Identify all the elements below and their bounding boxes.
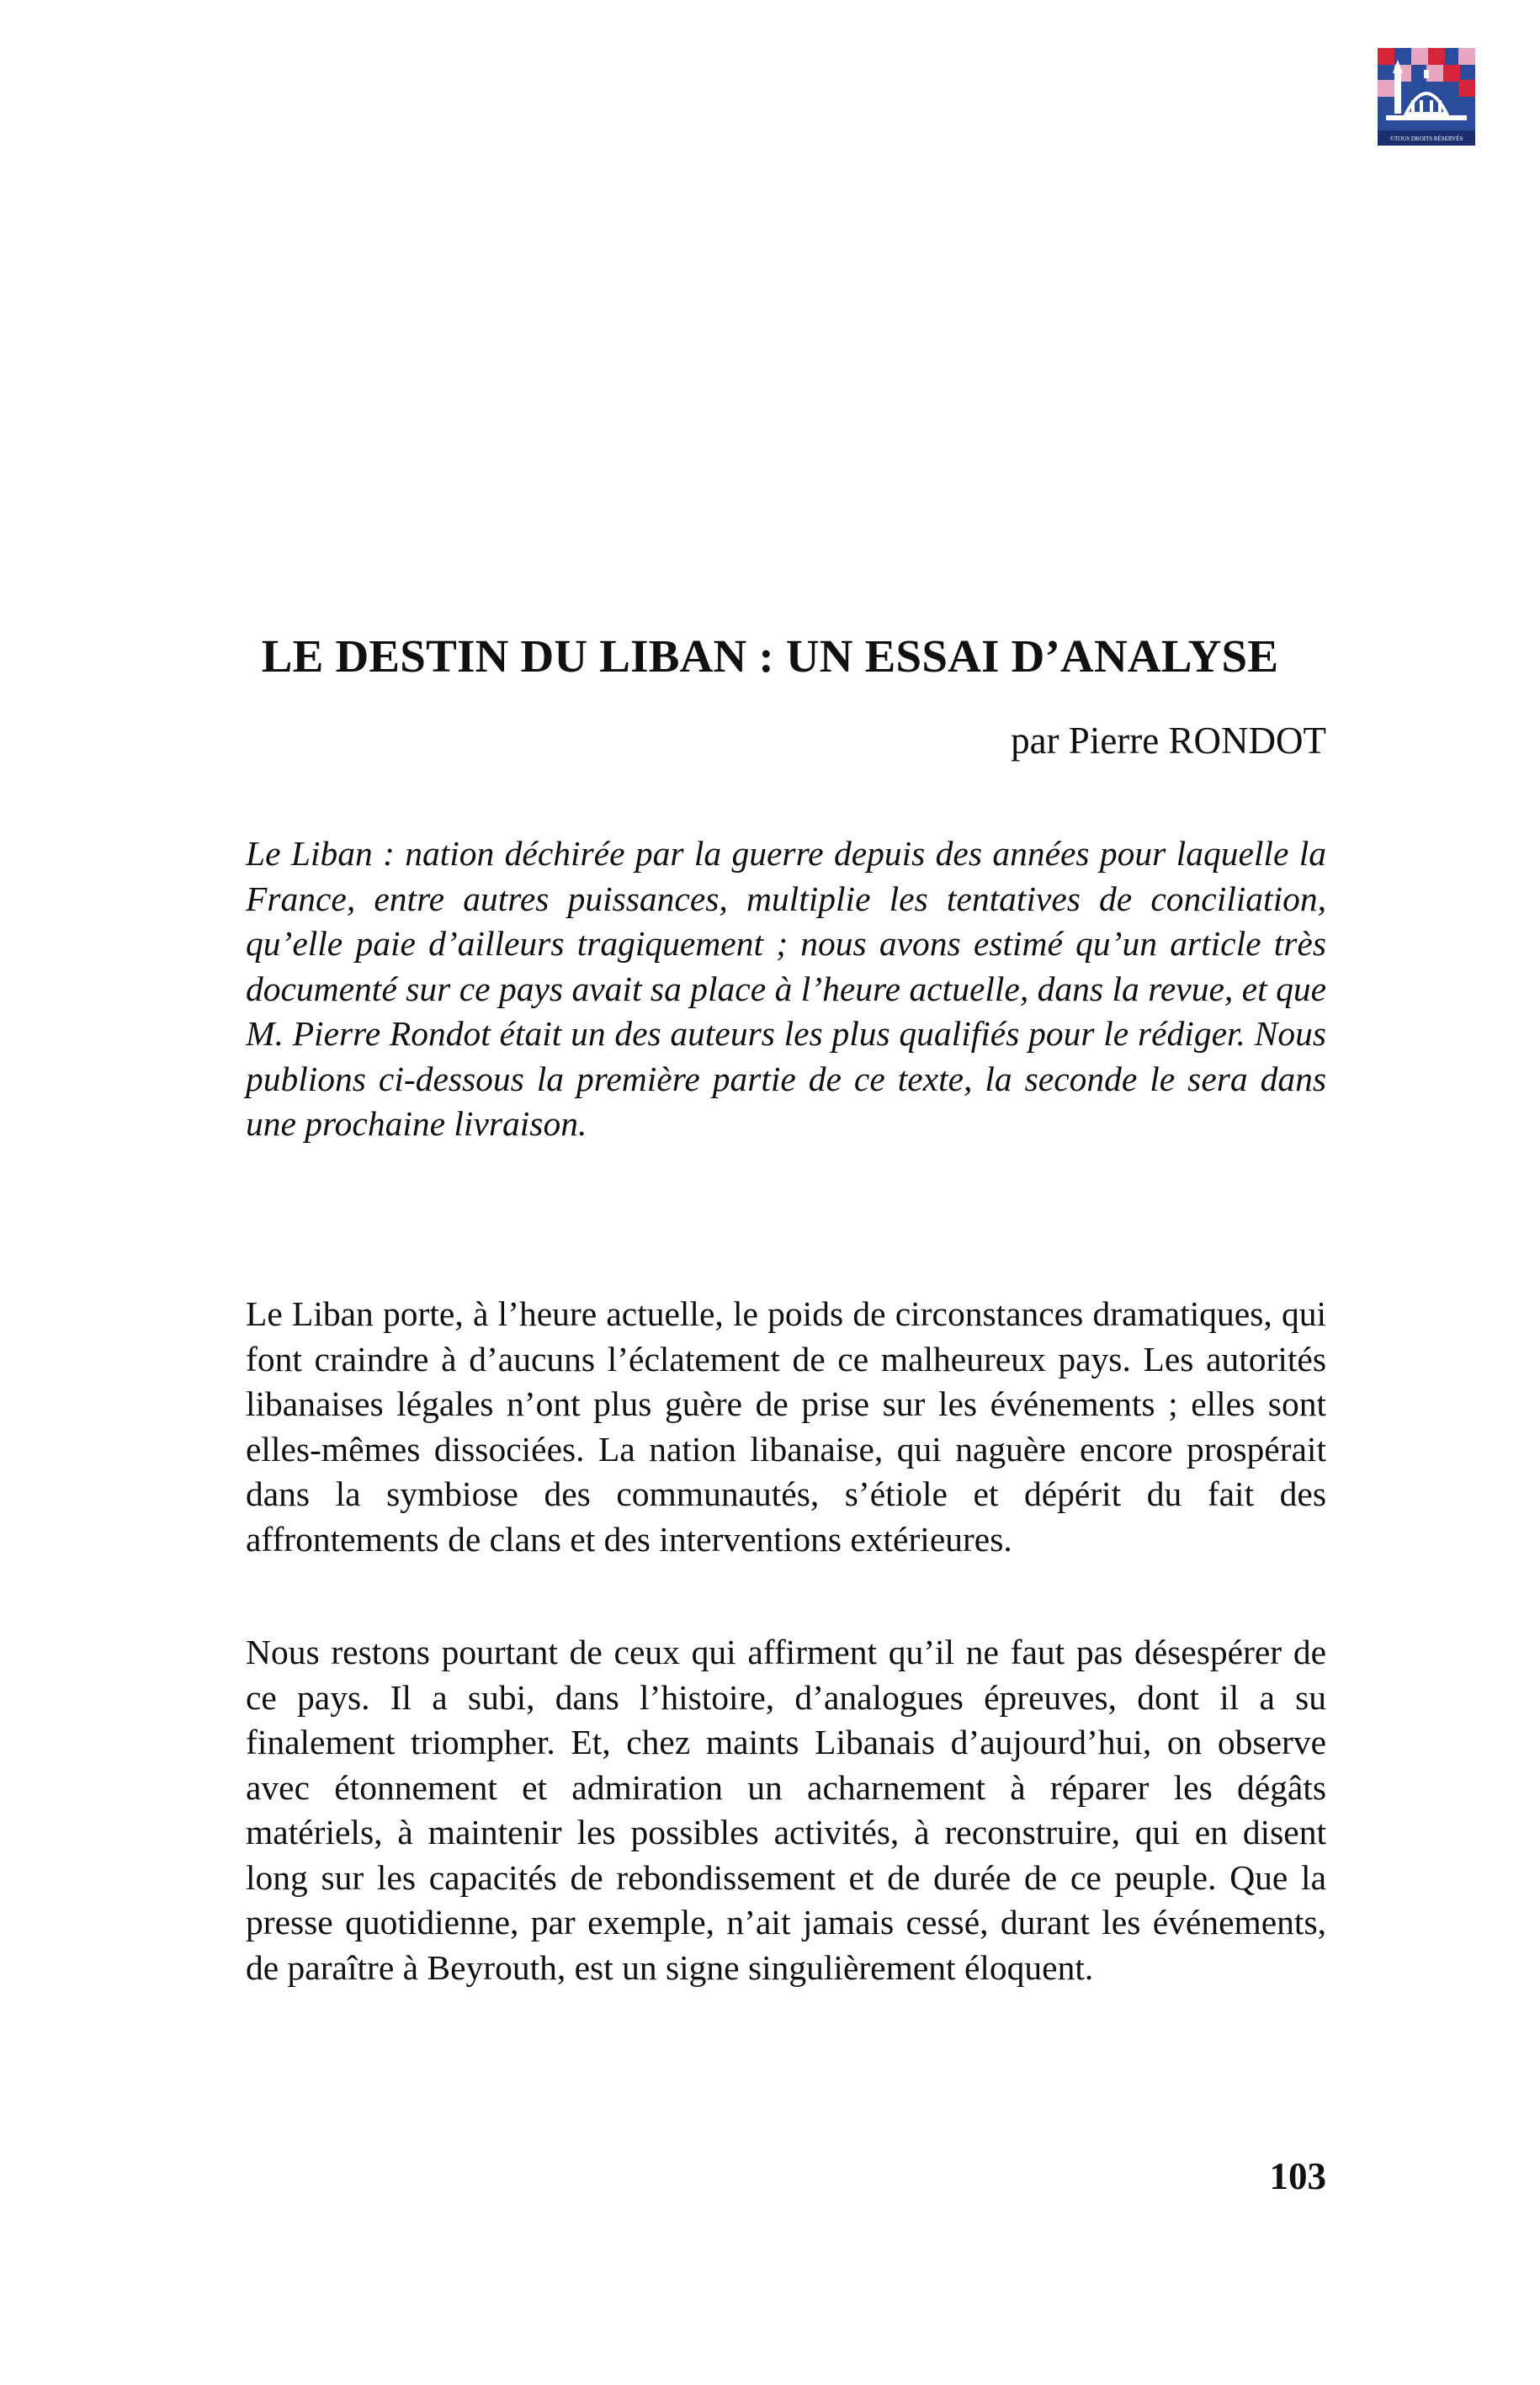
body-paragraph-1: Le Liban porte, à l’heure actuelle, le poids de circonstances dramatiques, qui font craindre à d’aucuns l’éclatement de ce malheureux pays. Les autorités libanaises légales n’ont plus guère de prise sur les événements ; elles sont elles-mêmes dissociées. La nation libanaise, qui naguère encore prospérait dans la symbiose des communautés, s’étiole et dépérit du fait des affrontements de clans et des interventions extérieures. bbox=[246, 1294, 1326, 1559]
monument-logo-icon bbox=[1378, 48, 1475, 146]
author-byline: par Pierre RONDOT bbox=[1011, 720, 1326, 762]
editorial-intro: Le Liban : nation déchirée par la guerre depuis des années pour laquelle la France, entre autres puissances, multiplie les tentatives de conciliation, qu’elle paie d’ailleurs tragiquement ; nous avons estimé qu’un article très documenté sur ce pays avait sa place à l’heure actuelle, dans la revue, et que M. Pierre Rondot était un des auteurs les plus qualifiés pour le rédiger. Nous publions ci-dessous la première partie de ce texte, la seconde le sera dans une prochaine livraison. bbox=[246, 834, 1326, 1143]
page-number: 103 bbox=[1269, 2155, 1326, 2197]
article-title: LE DESTIN DU LIBAN : UN ESSAI D’ANALYSE bbox=[261, 630, 1279, 682]
logo-caption: ©TOUS DROITS RÉSERVÉS bbox=[1389, 135, 1463, 142]
body-paragraph-2: Nous restons pourtant de ceux qui affirment qu’il ne faut pas désespérer de ce pays. Il a subi, dans l’histoire, d’analogues épreuves, dont il a su finalement triompher. Et, chez maints Libanais d’aujourd’hui, on observe avec étonnement et admiration un acharnement à réparer les dégâts matériels, à maintenir les possibles activités, à reconstruire, qui en disent long sur les capacités de rebondissement et de durée de ce peuple. Que la presse quotidienne, par exemple, n’ait jamais cessé, durant les événements, de paraître à Beyrouth, est un signe singulièrement éloquent. bbox=[246, 1633, 1326, 1987]
